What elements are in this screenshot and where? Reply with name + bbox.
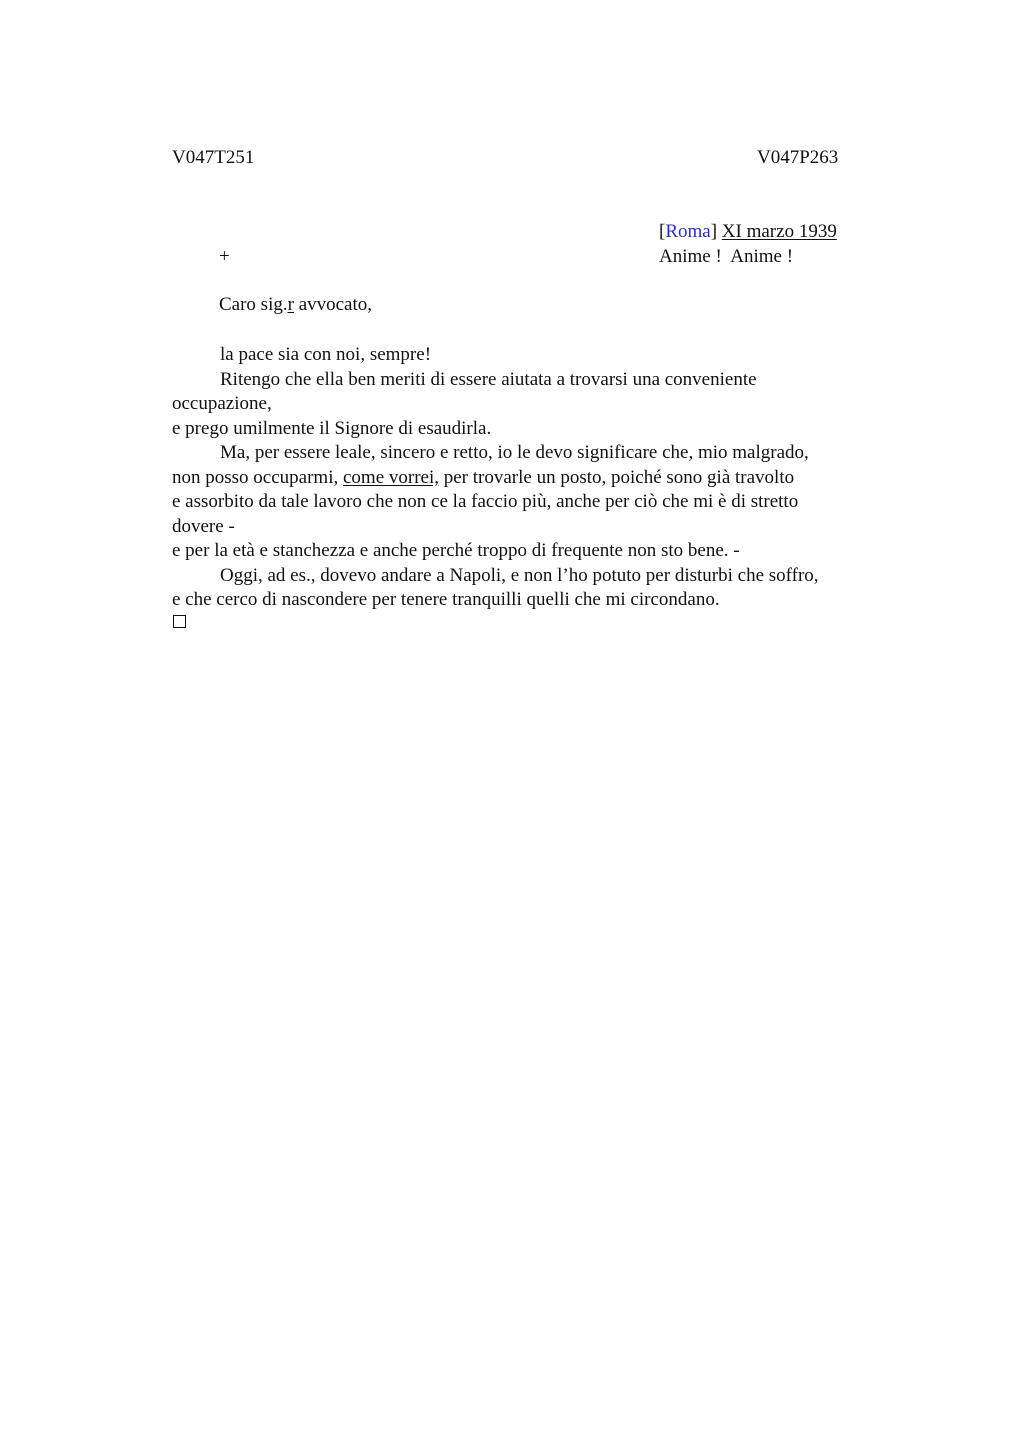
body-line: e che cerco di nascondere per tenere tranquilli quelli che mi circondano. — [172, 589, 720, 610]
body-line: Ritengo che ella ben meriti di essere aiutata a trovarsi una conveniente — [220, 368, 757, 390]
cross-mark: + — [219, 246, 230, 267]
motto: Anime ! Anime ! — [659, 246, 794, 267]
body-line: e assorbito da tale lavoro che non ce la faccio più, anche per ciò che mi è di stretto — [172, 491, 799, 512]
salutation — [219, 293, 372, 318]
dateline-place: Roma — [665, 221, 711, 242]
document-code-right: V047P263 — [757, 147, 839, 168]
body-line-part: non posso occuparmi, — [172, 466, 343, 488]
dateline-date: XI marzo 1939 — [721, 221, 837, 242]
dateline-close-bracket: ] — [710, 221, 718, 242]
body-line: e prego umilmente il Signore di esaudirla. — [172, 417, 492, 439]
body-underlined-phrase: come vorrei, — [342, 466, 439, 488]
body-line — [172, 466, 892, 491]
body-line: dovere - — [172, 515, 235, 537]
body-line: Ma, per essere leale, sincero e retto, io le devo significare che, mio malgrado, — [220, 442, 809, 463]
checkbox-square-icon — [173, 615, 186, 628]
document-code-left: V047T251 — [172, 147, 255, 168]
letter-body — [172, 343, 892, 613]
salutation-superscript-r: r — [287, 294, 294, 315]
body-line-part: per trovarle un posto, poiché sono già travolto — [439, 466, 795, 488]
body-line: la pace sia con noi, sempre! — [220, 344, 432, 365]
body-line: Oggi, ad es., dovevo andare a Napoli, e non l’ho potuto per disturbi che soffro, — [220, 564, 819, 586]
body-line: occupazione, — [172, 393, 272, 414]
salutation-start: Caro sig. — [219, 294, 288, 315]
dateline-open-bracket: [ — [659, 221, 666, 242]
salutation-end: avvocato, — [293, 294, 373, 315]
body-line: e per la età e stanchezza e anche perché troppo di frequente non sto bene. - — [172, 540, 740, 561]
dateline — [659, 220, 837, 245]
